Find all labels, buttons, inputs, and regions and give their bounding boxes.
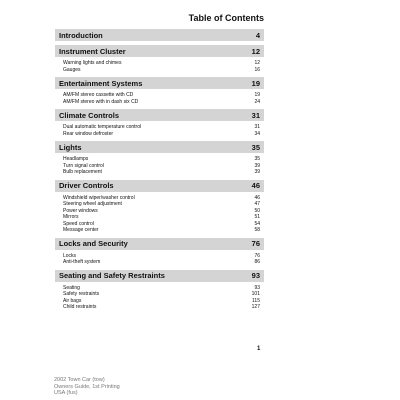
- toc-item-label: Dual automatic temperature control: [63, 124, 142, 130]
- toc-item-page: 54: [254, 220, 260, 227]
- toc-item-label: Gauges: [63, 66, 81, 73]
- toc-item-list: [55, 121, 264, 141]
- toc-section-header[interactable]: [55, 45, 264, 57]
- toc-item-page: 86: [254, 259, 260, 265]
- toc-item-label: Safety restraints: [63, 291, 100, 297]
- toc-section-page: 12: [251, 46, 260, 56]
- toc-section-title: Locks and Security: [59, 239, 128, 248]
- toc-item[interactable]: [63, 67, 264, 74]
- toc-section-title: Driver Controls: [59, 181, 114, 190]
- toc-item-list: [55, 57, 264, 77]
- toc-section-page: 35: [251, 142, 260, 152]
- page-title: Table of Contents: [188, 13, 264, 23]
- toc-item-list: [55, 89, 264, 109]
- toc-section-header[interactable]: [55, 141, 264, 153]
- toc-section-page: 31: [251, 110, 260, 120]
- toc-item-page: 39: [254, 162, 260, 169]
- toc-item-label: Locks: [63, 252, 77, 259]
- toc-section-title: Lights: [59, 142, 82, 152]
- toc-item-page: 47: [254, 201, 260, 207]
- toc-item[interactable]: [63, 259, 264, 266]
- toc-item[interactable]: [63, 304, 264, 311]
- toc-item-label: Warning lights and chimes: [63, 60, 122, 66]
- toc-item-page: 115: [252, 297, 260, 304]
- toc-section-title: Entertainment Systems: [59, 78, 143, 88]
- toc-item-page: 35: [254, 156, 260, 162]
- toc-item-label: Headlamps: [63, 156, 89, 162]
- toc-item-label: Steering wheel adjustment: [63, 201, 122, 207]
- toc-section-header[interactable]: [55, 270, 264, 282]
- toc-section-page: 4: [255, 30, 260, 40]
- toc-item-list: [55, 250, 264, 270]
- footer-line: USA (fus): [54, 390, 78, 396]
- toc-item-page: 46: [254, 194, 260, 201]
- toc-item-label: Message center: [63, 227, 99, 233]
- toc-item-label: Anti-theft system: [63, 259, 101, 265]
- toc-item-page: 58: [254, 227, 260, 233]
- toc-section-header[interactable]: [55, 238, 264, 250]
- toc-item-label: AM/FM stereo cassette with CD: [63, 92, 134, 98]
- toc-item-page: 50: [254, 207, 260, 214]
- toc-section-header[interactable]: [55, 109, 264, 121]
- toc-section-title: Instrument Cluster: [59, 46, 126, 56]
- toc-item-page: 127: [251, 304, 260, 310]
- footer: [54, 377, 120, 397]
- footer-line: Owners Guide, 1st Printing: [54, 383, 120, 390]
- toc-item-page: 93: [254, 284, 260, 291]
- toc-item-label: Power windows: [63, 207, 98, 214]
- toc-item-page: 16: [254, 66, 260, 73]
- toc-section-title: Introduction: [59, 30, 103, 40]
- toc-item-page: 31: [254, 124, 260, 130]
- toc-item[interactable]: [63, 131, 264, 138]
- toc-item-list: [55, 192, 264, 238]
- toc-item-label: Rear window defroster: [63, 130, 114, 137]
- toc-item-page: 34: [254, 130, 260, 137]
- toc-item-label: Windshield wiper/washer control: [63, 194, 135, 201]
- toc-section-page: 19: [251, 78, 260, 88]
- toc-item-page: 12: [254, 60, 260, 66]
- toc-item[interactable]: [63, 99, 264, 106]
- toc-section-page: 93: [251, 271, 260, 280]
- toc-section-title: Seating and Safety Restraints: [59, 271, 165, 280]
- toc-item-label: AM/FM stereo with in dash six CD: [63, 98, 139, 105]
- toc-item-page: 101: [251, 291, 260, 297]
- toc-item-label: Child restraints: [63, 304, 97, 310]
- toc-section-page: 46: [251, 181, 260, 190]
- toc-item-page: 24: [254, 98, 260, 105]
- toc-item[interactable]: [63, 169, 264, 176]
- toc-item-label: Speed control: [63, 220, 94, 227]
- toc-item-label: Seating: [63, 284, 80, 291]
- toc-item-list: [55, 282, 264, 315]
- toc-item-label: Air bags: [63, 297, 82, 304]
- toc-section-header[interactable]: [55, 180, 264, 192]
- toc-item-label: Mirrors: [63, 214, 79, 220]
- toc-item-page: 76: [254, 252, 260, 259]
- table-of-contents: [55, 29, 264, 315]
- footer-line: 2002 Town Car (tow): [54, 377, 105, 383]
- toc-section-header[interactable]: [55, 29, 264, 41]
- toc-section-page: 76: [251, 239, 260, 248]
- toc-item-label: Turn signal control: [63, 162, 104, 169]
- toc-item-label: Bulb replacement: [63, 169, 102, 175]
- toc-item-page: 19: [254, 92, 260, 98]
- toc-section-header[interactable]: [55, 77, 264, 89]
- toc-section-title: Climate Controls: [59, 110, 120, 120]
- toc-item[interactable]: [63, 227, 264, 234]
- page-number: 1: [257, 346, 261, 352]
- toc-item-list: [55, 153, 264, 180]
- toc-item-page: 51: [254, 214, 260, 220]
- toc-item-page: 39: [254, 169, 260, 175]
